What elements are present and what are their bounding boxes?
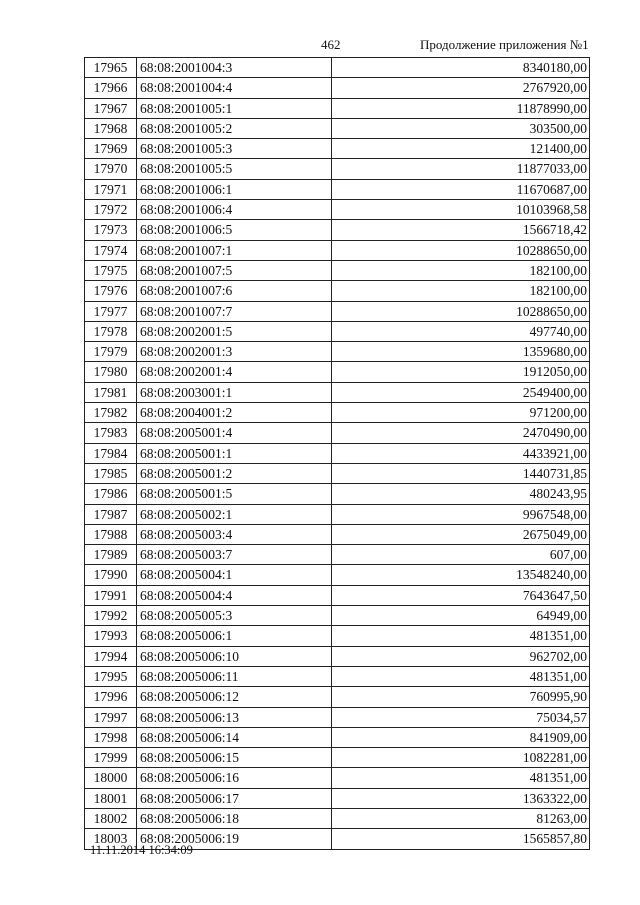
cadastral-value: 841909,00 <box>529 729 587 745</box>
cadastral-value: 481351,00 <box>529 770 587 786</box>
cadastral-number: 68:08:2005004:1 <box>137 565 332 584</box>
cadastral-number: 68:08:2002001:3 <box>137 342 332 361</box>
row-number: 18003 <box>85 829 137 848</box>
row-number: 17980 <box>85 362 137 381</box>
table-row <box>85 241 589 261</box>
cadastral-value: 1440731,85 <box>522 465 587 481</box>
cadastral-number: 68:08:2005003:4 <box>137 525 332 544</box>
table-row <box>85 180 589 200</box>
cadastral-value: 10103968,58 <box>516 202 587 218</box>
row-number: 18000 <box>85 768 137 787</box>
table-row <box>85 626 589 646</box>
table-row <box>85 809 589 829</box>
row-number: 17991 <box>85 586 137 605</box>
cadastral-value: 75034,57 <box>536 709 587 725</box>
table-row <box>85 403 589 423</box>
table-row <box>85 789 589 809</box>
row-number: 17986 <box>85 484 137 503</box>
cadastral-number: 68:08:2005006:1 <box>137 626 332 645</box>
cadastral-value: 607,00 <box>549 547 587 563</box>
cadastral-value: 1363322,00 <box>522 790 587 806</box>
table-row <box>85 565 589 585</box>
row-number: 18002 <box>85 809 137 828</box>
cadastral-value: 7643647,50 <box>522 587 587 603</box>
cadastral-number: 68:08:2001005:5 <box>137 159 332 178</box>
cadastral-number: 68:08:2001004:4 <box>137 78 332 97</box>
cadastral-value: 497740,00 <box>529 323 587 339</box>
cadastral-value: 64949,00 <box>536 608 587 624</box>
row-number: 17995 <box>85 667 137 686</box>
cadastral-number: 68:08:2001004:3 <box>137 58 332 77</box>
table-row <box>85 768 589 788</box>
cadastral-value: 11670687,00 <box>516 181 587 197</box>
row-number: 17967 <box>85 99 137 118</box>
table-row <box>85 505 589 525</box>
table-row <box>85 159 589 179</box>
table-row <box>85 545 589 565</box>
cadastral-value: 760995,90 <box>529 689 587 705</box>
table-row <box>85 525 589 545</box>
row-number: 17969 <box>85 139 137 158</box>
table-row <box>85 748 589 768</box>
cadastral-value: 121400,00 <box>529 141 587 157</box>
cadastral-value: 11878990,00 <box>516 100 587 116</box>
cadastral-value: 1359680,00 <box>522 344 587 360</box>
cadastral-number: 68:08:2005005:3 <box>137 606 332 625</box>
cadastral-number: 68:08:2005001:2 <box>137 464 332 483</box>
cadastral-number: 68:08:2002001:5 <box>137 322 332 341</box>
cadastral-number: 68:08:2005006:18 <box>137 809 332 828</box>
cadastral-number: 68:08:2005002:1 <box>137 505 332 524</box>
continuation-title: Продолжение приложения №1 <box>420 37 589 52</box>
table-row <box>85 647 589 667</box>
cadastral-value: 1565857,80 <box>522 831 587 847</box>
row-number: 17997 <box>85 708 137 727</box>
row-number: 18001 <box>85 789 137 808</box>
row-number: 17985 <box>85 464 137 483</box>
table-row <box>85 423 589 443</box>
cadastral-value: 11877033,00 <box>516 161 587 177</box>
table-row <box>85 687 589 707</box>
table-row <box>85 139 589 159</box>
cadastral-number: 68:08:2001006:1 <box>137 180 332 199</box>
footer-timestamp: 11.11.2014 16:34:09 <box>90 843 193 857</box>
cadastral-number: 68:08:2001007:1 <box>137 241 332 260</box>
row-number: 17996 <box>85 687 137 706</box>
cadastral-number: 68:08:2005006:14 <box>137 728 332 747</box>
table-row <box>85 383 589 403</box>
cadastral-value: 1912050,00 <box>522 364 587 380</box>
cadastral-value: 481351,00 <box>529 668 587 684</box>
table-row <box>85 606 589 626</box>
row-number: 17982 <box>85 403 137 422</box>
row-number: 17970 <box>85 159 137 178</box>
table-row <box>85 200 589 220</box>
row-number: 17979 <box>85 342 137 361</box>
cadastral-number: 68:08:2005001:5 <box>137 484 332 503</box>
row-number: 17984 <box>85 444 137 463</box>
row-number: 17989 <box>85 545 137 564</box>
row-number: 17973 <box>85 220 137 239</box>
table-row <box>85 220 589 240</box>
cadastral-value: 1082281,00 <box>522 750 587 766</box>
cadastral-value: 10288650,00 <box>516 242 587 258</box>
cadastral-number: 68:08:2005006:16 <box>137 768 332 787</box>
cadastral-number: 68:08:2001006:4 <box>137 200 332 219</box>
page-number: 462 <box>321 37 341 52</box>
cadastral-value: 480243,95 <box>529 486 587 502</box>
row-number: 17999 <box>85 748 137 767</box>
table-row <box>85 728 589 748</box>
cadastral-value: 962702,00 <box>529 648 587 664</box>
cadastral-number: 68:08:2001005:2 <box>137 119 332 138</box>
row-number: 17976 <box>85 281 137 300</box>
row-number: 17987 <box>85 505 137 524</box>
cadastral-number: 68:08:2005001:4 <box>137 423 332 442</box>
cadastral-value: 1566718,42 <box>522 222 587 238</box>
cadastral-value: 81263,00 <box>536 810 587 826</box>
table-row <box>85 667 589 687</box>
cadastral-number: 68:08:2005003:7 <box>137 545 332 564</box>
table-row <box>85 322 589 342</box>
cadastral-number: 68:08:2001005:3 <box>137 139 332 158</box>
cadastral-value: 481351,00 <box>529 628 587 644</box>
table-row <box>85 362 589 382</box>
cadastral-value: 13548240,00 <box>516 567 587 583</box>
table-row <box>85 261 589 281</box>
row-number: 17977 <box>85 302 137 321</box>
row-number: 17966 <box>85 78 137 97</box>
table-row <box>85 302 589 322</box>
cadastral-value: 2549400,00 <box>522 384 587 400</box>
cadastral-number: 68:08:2005006:19 <box>137 829 332 848</box>
row-number: 17965 <box>85 58 137 77</box>
row-number: 17971 <box>85 180 137 199</box>
cadastral-number: 68:08:2005001:1 <box>137 444 332 463</box>
cadastral-number: 68:08:2005006:11 <box>137 667 332 686</box>
cadastral-value: 2767920,00 <box>522 80 587 96</box>
cadastral-value: 9967548,00 <box>522 506 587 522</box>
cadastral-number: 68:08:2005006:12 <box>137 687 332 706</box>
row-number: 17993 <box>85 626 137 645</box>
table-row <box>85 586 589 606</box>
row-number: 17978 <box>85 322 137 341</box>
table-row <box>85 58 589 78</box>
row-number: 17998 <box>85 728 137 747</box>
row-number: 17990 <box>85 565 137 584</box>
cadastral-number: 68:08:2005006:10 <box>137 647 332 666</box>
cadastral-number: 68:08:2005006:15 <box>137 748 332 767</box>
cadastral-number: 68:08:2001007:5 <box>137 261 332 280</box>
row-number: 17994 <box>85 647 137 666</box>
cadastral-value: 4433921,00 <box>522 445 587 461</box>
row-number: 17972 <box>85 200 137 219</box>
cadastral-value: 2675049,00 <box>522 526 587 542</box>
cadastral-number: 68:08:2005006:17 <box>137 789 332 808</box>
row-number: 17983 <box>85 423 137 442</box>
table-row <box>85 708 589 728</box>
table-row <box>85 342 589 362</box>
cadastral-value: 303500,00 <box>529 120 587 136</box>
cadastral-number: 68:08:2003001:1 <box>137 383 332 402</box>
cadastral-value: 8340180,00 <box>522 60 587 75</box>
cadastral-value: 182100,00 <box>529 283 587 299</box>
row-number: 17975 <box>85 261 137 280</box>
table-row <box>85 99 589 119</box>
cadastral-number: 68:08:2001005:1 <box>137 99 332 118</box>
cadastral-number: 68:08:2005004:4 <box>137 586 332 605</box>
data-table <box>84 57 590 850</box>
cadastral-value: 2470490,00 <box>522 425 587 441</box>
row-number: 17968 <box>85 119 137 138</box>
cadastral-number: 68:08:2001007:6 <box>137 281 332 300</box>
row-number: 17988 <box>85 525 137 544</box>
row-number: 17992 <box>85 606 137 625</box>
row-number: 17974 <box>85 241 137 260</box>
cadastral-value: 971200,00 <box>529 405 587 421</box>
cadastral-value: 10288650,00 <box>516 303 587 319</box>
cadastral-number: 68:08:2002001:4 <box>137 362 332 381</box>
cadastral-number: 68:08:2005006:13 <box>137 708 332 727</box>
table-row <box>85 78 589 98</box>
row-number: 17981 <box>85 383 137 402</box>
table-row <box>85 444 589 464</box>
table-row <box>85 119 589 139</box>
cadastral-number: 68:08:2004001:2 <box>137 403 332 422</box>
cadastral-number: 68:08:2001006:5 <box>137 220 332 239</box>
table-row <box>85 464 589 484</box>
cadastral-value: 182100,00 <box>529 262 587 278</box>
cadastral-number: 68:08:2001007:7 <box>137 302 332 321</box>
table-row <box>85 281 589 301</box>
table-row <box>85 484 589 504</box>
